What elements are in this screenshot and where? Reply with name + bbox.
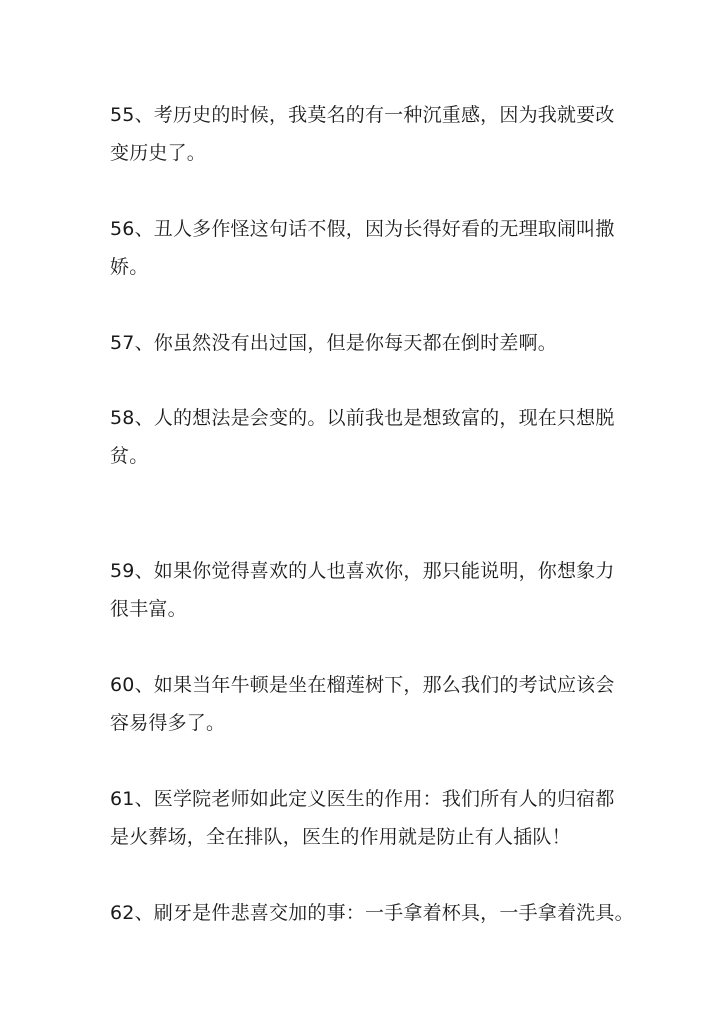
paragraph-line: 59、如果你觉得喜欢的人也喜欢你，那只能说明，你想象力	[110, 560, 615, 582]
joke-paragraph-57	[110, 324, 630, 362]
paragraph-line: 容易得多了。	[110, 712, 226, 734]
paragraph-line: 是火葬场，全在排队，医生的作用就是防止有人插队！	[110, 826, 571, 848]
paragraph-line: 58、人的想法是会变的。以前我也是想致富的，现在只想脱	[110, 407, 615, 429]
joke-paragraph-62	[110, 894, 634, 932]
joke-paragraph-59	[110, 552, 630, 628]
paragraph-line: 57、你虽然没有出过国，但是你每天都在倒时差啊。	[110, 332, 557, 354]
paragraph-line: 61、医学院老师如此定义医生的作用：我们所有人的归宿都	[110, 788, 615, 810]
joke-paragraph-56	[110, 210, 630, 286]
paragraph-line: 62、刷牙是件悲喜交加的事：一手拿着杯具，一手拿着洗具。	[110, 902, 634, 924]
paragraph-line: 贫。	[110, 445, 149, 467]
joke-paragraph-60	[110, 666, 630, 742]
paragraph-line: 55、考历史的时候，我莫名的有一种沉重感，因为我就要改	[110, 104, 615, 126]
joke-paragraph-61	[110, 780, 630, 856]
paragraph-line: 娇。	[110, 256, 149, 278]
paragraph-line: 变历史了。	[110, 142, 207, 164]
paragraph-line: 60、如果当年牛顿是坐在榴莲树下，那么我们的考试应该会	[110, 674, 615, 696]
paragraph-line: 很丰富。	[110, 598, 187, 620]
joke-paragraph-55	[110, 96, 630, 172]
paragraph-line: 56、丑人多作怪这句话不假，因为长得好看的无理取闹叫撒	[110, 218, 615, 240]
joke-paragraph-58	[110, 399, 630, 475]
